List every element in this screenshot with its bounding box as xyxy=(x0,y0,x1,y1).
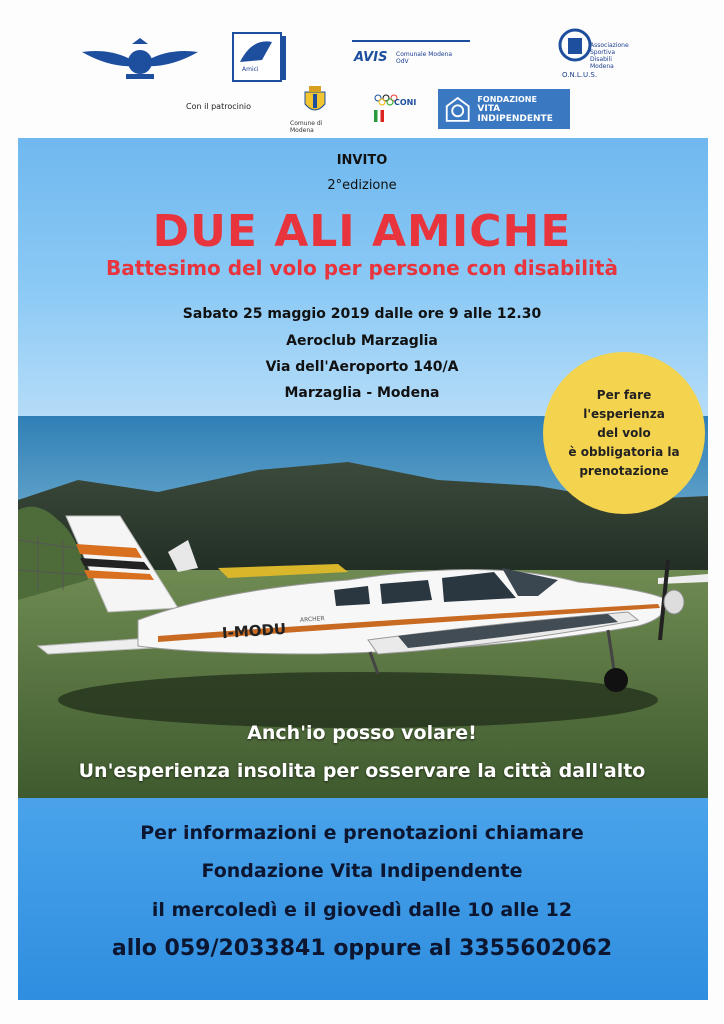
avis-brand: AVIS xyxy=(354,50,388,65)
badge-line: Per fare xyxy=(596,387,652,402)
slogan-line2: Un'esperienza insolita per osservare la città dall'alto xyxy=(78,760,646,782)
booking-required-badge xyxy=(543,352,705,514)
patrocinio-label: Con il patrocinio xyxy=(186,102,252,111)
onlus-text: Associazione Sportiva Disabili Modena xyxy=(590,42,629,70)
avis-logo xyxy=(352,38,472,72)
contact-phone: allo 059/2033841 oppure al 3355602062 xyxy=(111,936,613,961)
event-address: Via dell'Aeroporto 140/A xyxy=(265,359,459,375)
contact-line1: Per informazioni e prenotazioni chiamare xyxy=(140,822,584,844)
avis-text: Comunale Modena OdV xyxy=(396,51,453,65)
badge-line: è obbligatoria la xyxy=(568,444,680,459)
comune-text: Comune di Modena xyxy=(290,120,323,134)
invito-label: INVITO xyxy=(336,153,388,168)
event-date: Sabato 25 maggio 2019 dalle ore 9 alle 12.30 xyxy=(182,306,542,322)
edition-label: 2°edizione xyxy=(327,178,397,193)
slogan-line1: Anch'io posso volare! xyxy=(247,722,477,744)
amici-logo xyxy=(232,32,288,84)
event-city: Marzaglia - Modena xyxy=(284,385,440,401)
fondazione-vita-indipendente-logo xyxy=(438,89,570,129)
plane-model: ARCHER xyxy=(299,615,325,624)
onlus-label: O.N.L.U.S. xyxy=(562,71,598,79)
fvi-line1: FONDAZIONE xyxy=(477,94,537,104)
badge-line: del volo xyxy=(597,425,651,440)
onlus-logo xyxy=(556,28,636,86)
event-subtitle: Battesimo del volo per persone con disabilità xyxy=(106,256,618,280)
aeroclub-wings-logo xyxy=(80,38,200,84)
comune-modena-logo xyxy=(290,86,340,134)
coni-logo xyxy=(370,90,422,130)
amici-logo-text: Amici xyxy=(242,66,259,73)
badge-line: prenotazione xyxy=(579,463,669,478)
fvi-line2: VITA INDIPENDENTE xyxy=(477,103,553,124)
contact-line2: Fondazione Vita Indipendente xyxy=(201,860,523,882)
contact-line3: il mercoledì e il giovedì dalle 10 alle 12 xyxy=(151,899,573,921)
badge-line: l'esperienza xyxy=(583,406,665,421)
plane-registration: I-MODU xyxy=(221,619,287,643)
event-venue: Aeroclub Marzaglia xyxy=(286,333,438,349)
event-title: DUE ALI AMICHE xyxy=(152,206,572,257)
coni-text: CONI xyxy=(394,98,417,107)
